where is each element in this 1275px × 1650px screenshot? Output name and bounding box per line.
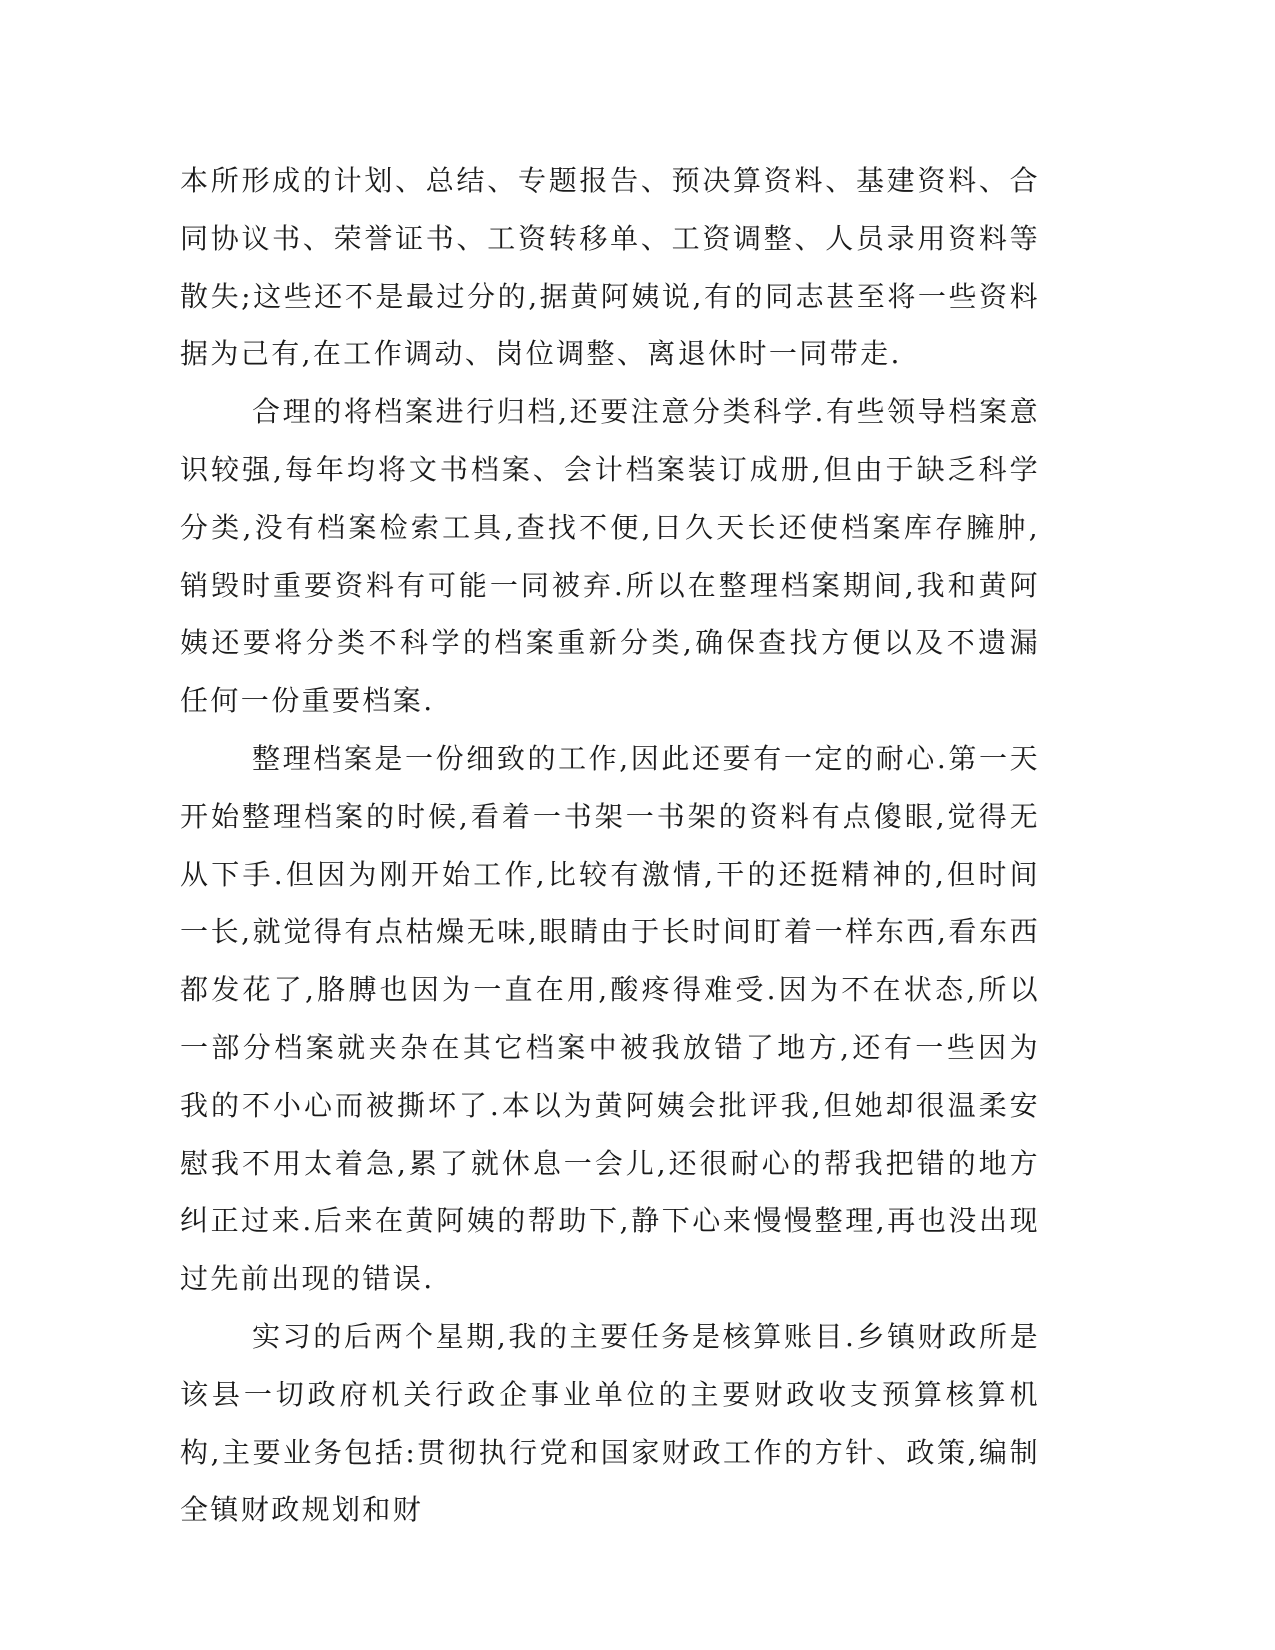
paragraph-3: 整理档案是一份细致的工作,因此还要有一定的耐心.第一天开始整理档案的时候,看着一书架一书架的资料有点傻眼,觉得无从下手.但因为刚开始工作,比较有激情,干的还挺精神的,但时间一长,就觉得有点枯燥无味,眼睛由于长时间盯着一样东西,看东西都发花了,胳膊也因为一直在用,酸疼得难受.因为不在状态,所以一部分档案就夹杂在其它档案中被我放错了地方,还有一些因为我的不小心而被撕坏了.本以为黄阿姨会批评我,但她却很温柔安慰我不用太着急,累了就休息一会儿,还很耐心的帮我把错的地方纠正过来.后来在黄阿姨的帮助下,静下心来慢慢整理,再也没出现过先前出现的错误.: [180, 741, 1040, 1296]
document-body: [180, 152, 1040, 1539]
paragraph-2: 合理的将档案进行归档,还要注意分类科学.有些领导档案意识较强,每年均将文书档案、会计档案装订成册,但由于缺乏科学分类,没有档案检索工具,查找不便,日久天长还使档案库存臃肿,销毁时重要资料有可能一同被弃.所以在整理档案期间,我和黄阿姨还要将分类不科学的档案重新分类,确保查找方便以及不遗漏任何一份重要档案.: [180, 395, 1040, 718]
paragraph-1: 本所形成的计划、总结、专题报告、预决算资料、基建资料、合同协议书、荣誉证书、工资转移单、工资调整、人员录用资料等散失;这些还不是最过分的,据黄阿姨说,有的同志甚至将一些资料据为己有,在工作调动、岗位调整、离退休时一同带走.: [180, 164, 1040, 371]
paragraph-4: 实习的后两个星期,我的主要任务是核算账目.乡镇财政所是该县一切政府机关行政企事业单位的主要财政收支预算核算机构,主要业务包括:贯彻执行党和国家财政工作的方针、政策,编制全镇财政规划和财: [180, 1319, 1040, 1527]
